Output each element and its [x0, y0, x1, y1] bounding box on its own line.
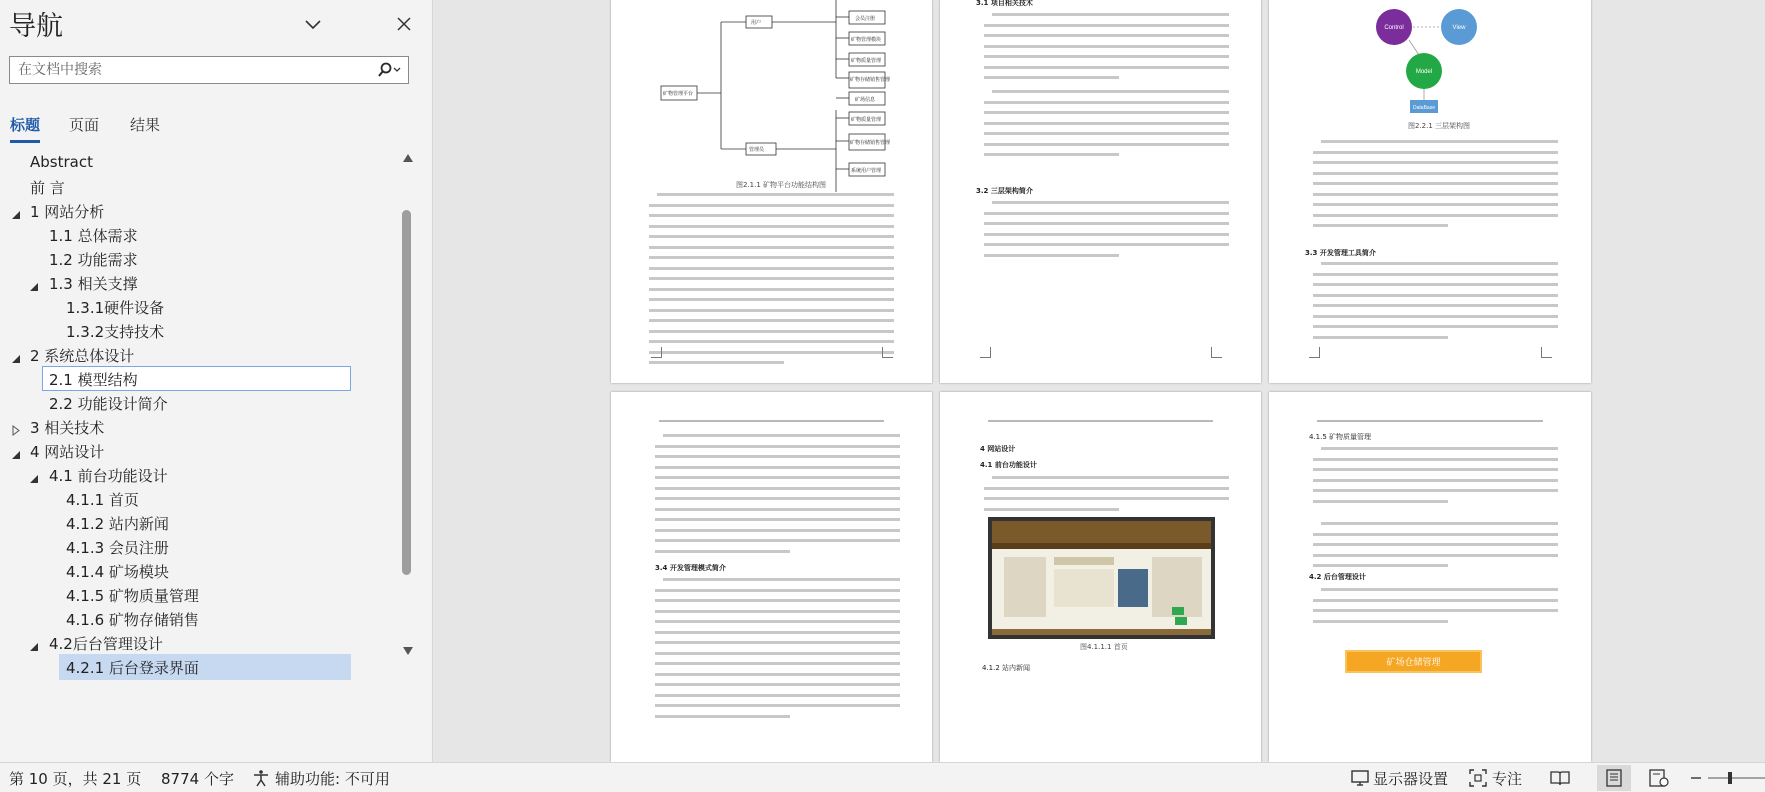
- mvc-node-label: DataBase: [1413, 105, 1435, 111]
- display-settings-label: 显示器设置: [1373, 769, 1449, 788]
- document-page[interactable]: [940, 392, 1261, 762]
- page-count[interactable]: 第 10 页，共 21 页: [9, 770, 142, 788]
- minus-icon: [1690, 769, 1702, 787]
- nav-heading-item[interactable]: [0, 486, 398, 512]
- navigation-pane: [0, 0, 433, 762]
- nav-heading-item[interactable]: [0, 654, 398, 680]
- text-line-placeholder: [649, 277, 894, 280]
- page-header-line: [988, 420, 1213, 422]
- text-line-placeholder: [1313, 599, 1558, 602]
- text-line-placeholder: [992, 476, 1229, 479]
- text-line-placeholder: [1313, 161, 1558, 164]
- text-line-placeholder: [1313, 620, 1448, 623]
- nav-heading-item[interactable]: [0, 342, 398, 368]
- display-settings-button[interactable]: [1351, 768, 1448, 788]
- text-line-placeholder: [649, 256, 894, 259]
- nav-heading-label: 前 言: [30, 179, 65, 197]
- text-line-placeholder: [1313, 489, 1558, 492]
- nav-heading-item[interactable]: [0, 390, 398, 416]
- nav-heading-item[interactable]: [0, 294, 398, 320]
- text-line-placeholder: [655, 599, 900, 602]
- text-line-placeholder: [984, 45, 1229, 48]
- mvc-node-label: Control: [1384, 25, 1404, 31]
- text-line-placeholder: [649, 204, 894, 207]
- crop-mark: [1309, 347, 1320, 358]
- nav-heading-item[interactable]: [0, 174, 398, 200]
- text-line-placeholder: [655, 487, 900, 490]
- text-line-placeholder: [1313, 273, 1558, 276]
- text-line-placeholder: [1313, 609, 1558, 612]
- nav-heading-label: 4 网站设计: [30, 443, 105, 461]
- nav-heading-label: 4.1.4 矿场模块: [66, 563, 169, 581]
- mvc-node-label: Model: [1415, 69, 1433, 75]
- text-line-placeholder: [649, 361, 784, 364]
- homepage-screenshot-image: [940, 517, 1261, 652]
- crop-mark: [651, 347, 662, 358]
- text-line-placeholder: [1313, 479, 1558, 482]
- text-line-placeholder: [655, 455, 900, 458]
- text-line-placeholder: [1313, 203, 1558, 206]
- text-line-placeholder: [984, 143, 1229, 146]
- text-line-placeholder: [655, 476, 900, 479]
- text-line-placeholder: [1321, 262, 1558, 265]
- text-line-placeholder: [655, 683, 900, 686]
- expanded-triangle-icon[interactable]: [10, 445, 22, 457]
- warehouse-management-button-image: 矿场仓储管理: [1345, 650, 1482, 673]
- nav-heading-label: 4.1.1 首页: [66, 491, 139, 509]
- text-line-placeholder: [992, 201, 1229, 204]
- text-line-placeholder: [655, 715, 790, 718]
- text-line-placeholder: [1313, 182, 1558, 185]
- text-line-placeholder: [984, 76, 1119, 79]
- figure-caption: 图4.1.1.1 首页: [1080, 643, 1128, 651]
- word-count[interactable]: 8774 个字: [161, 770, 234, 788]
- text-line-placeholder: [1321, 588, 1558, 591]
- text-line-placeholder: [984, 111, 1229, 114]
- document-area[interactable]: [433, 0, 1765, 762]
- zoom-slider[interactable]: [1708, 768, 1765, 788]
- diagram-node-label: 用户: [751, 20, 762, 26]
- diagram-node-label: 矿物质量管理: [851, 58, 882, 64]
- text-line-placeholder: [984, 497, 1229, 500]
- crop-mark: [1541, 347, 1552, 358]
- text-line-placeholder: [984, 153, 1119, 156]
- nav-heading-label: 3 相关技术: [30, 419, 105, 437]
- crop-mark: [882, 347, 893, 358]
- text-line-placeholder: [655, 620, 900, 623]
- read-mode-button[interactable]: [1550, 768, 1570, 788]
- text-line-placeholder: [649, 351, 894, 354]
- section-heading: 3.1 项目相关技术: [976, 0, 1033, 7]
- text-line-placeholder: [657, 193, 894, 196]
- function-structure-diagram: [611, 0, 932, 383]
- nav-heading-item[interactable]: [0, 318, 398, 344]
- web-layout-icon: [1649, 769, 1669, 787]
- text-line-placeholder: [984, 233, 1229, 236]
- text-line-placeholder: [984, 243, 1229, 246]
- figure-caption: 图2.2.1 三层架构图: [1408, 122, 1471, 130]
- text-line-placeholder: [649, 246, 894, 249]
- web-layout-button[interactable]: [1649, 768, 1669, 788]
- text-line-placeholder: [1313, 315, 1558, 318]
- text-line-placeholder: [1313, 304, 1558, 307]
- document-page[interactable]: [940, 0, 1261, 383]
- document-page[interactable]: [1269, 0, 1591, 383]
- text-line-placeholder: [1313, 283, 1558, 286]
- text-line-placeholder: [1313, 564, 1448, 567]
- text-line-placeholder: [1313, 325, 1558, 328]
- accessibility-status[interactable]: [252, 768, 390, 788]
- text-line-placeholder: [1313, 554, 1558, 557]
- text-line-placeholder: [655, 662, 900, 665]
- nav-heading-item[interactable]: [0, 366, 398, 392]
- text-line-placeholder: [1313, 533, 1558, 536]
- text-line-placeholder: [984, 101, 1229, 104]
- text-line-placeholder: [655, 631, 900, 634]
- nav-heading-label: 1.1 总体需求: [49, 227, 138, 245]
- nav-heading-label: 1.2 功能需求: [49, 251, 138, 269]
- nav-heading-label: 4.1.2 站内新闻: [66, 515, 169, 533]
- text-line-placeholder: [1313, 172, 1558, 175]
- section-heading: 4.1.5 矿物质量管理: [1309, 433, 1372, 441]
- nav-heading-item[interactable]: [0, 198, 398, 224]
- diagram-node-label: 矿物存储销售管理: [850, 77, 891, 83]
- text-line-placeholder: [649, 340, 894, 343]
- text-line-placeholder: [1313, 224, 1448, 227]
- nav-options-chevron-icon[interactable]: [299, 10, 327, 38]
- zoom-out-button[interactable]: [1690, 768, 1702, 788]
- text-line-placeholder: [655, 518, 900, 521]
- nav-heading-label: 4.1.6 矿物存储销售: [66, 611, 199, 629]
- section-heading: 4.1 前台功能设计: [980, 461, 1037, 469]
- diagram-node-label: 系统用户管理: [851, 168, 882, 174]
- text-line-placeholder: [1321, 447, 1558, 450]
- section-heading: 4.2 后台管理设计: [1309, 573, 1366, 581]
- text-line-placeholder: [984, 122, 1229, 125]
- nav-heading-item[interactable]: [0, 222, 398, 248]
- section-heading: 3.3 开发管理工具简介: [1305, 249, 1376, 257]
- nav-heading-item[interactable]: [0, 606, 398, 632]
- nav-heading-label: 2.1 模型结构: [49, 371, 138, 389]
- focus-label: 专注: [1492, 769, 1523, 788]
- text-line-placeholder: [1321, 522, 1558, 525]
- tab-pages[interactable]: 页面: [69, 116, 100, 134]
- text-line-placeholder: [655, 466, 900, 469]
- text-line-placeholder: [655, 694, 900, 697]
- focus-button[interactable]: [1469, 768, 1522, 788]
- text-line-placeholder: [663, 578, 900, 581]
- text-line-placeholder: [663, 434, 900, 437]
- nav-heading-item[interactable]: [0, 630, 398, 656]
- print-layout-button[interactable]: [1597, 765, 1631, 791]
- status-bar: [0, 762, 1765, 792]
- expanded-triangle-icon[interactable]: [28, 469, 40, 481]
- nav-heading-label: 1.3 相关支撑: [49, 275, 138, 293]
- tab-headings[interactable]: 标题: [10, 116, 41, 134]
- zoom-slider-track: [1708, 769, 1765, 787]
- tab-results[interactable]: 结果: [130, 116, 161, 134]
- nav-heading-label: 1.3.1硬件设备: [66, 299, 165, 317]
- accessibility-icon: [252, 769, 270, 787]
- text-line-placeholder: [1313, 500, 1448, 503]
- text-line-placeholder: [984, 66, 1229, 69]
- text-line-placeholder: [984, 487, 1229, 490]
- document-page[interactable]: [611, 0, 932, 383]
- text-line-placeholder: [655, 539, 900, 542]
- nav-heading-label: 4.1.5 矿物质量管理: [66, 587, 199, 605]
- text-line-placeholder: [984, 508, 1119, 511]
- text-line-placeholder: [1313, 193, 1558, 196]
- diagram-node-label: 管理员: [749, 147, 765, 153]
- collapsed-triangle-icon[interactable]: [10, 421, 22, 433]
- expanded-triangle-icon[interactable]: [28, 637, 40, 649]
- nav-heading-label: 4.1 前台功能设计: [49, 467, 168, 485]
- section-heading: 4.1.2 站内新闻: [982, 664, 1031, 672]
- expanded-triangle-icon[interactable]: [10, 205, 22, 217]
- page-header-line: [659, 420, 884, 422]
- nav-heading-item[interactable]: [0, 246, 398, 272]
- text-line-placeholder: [992, 90, 1229, 93]
- text-line-placeholder: [649, 214, 894, 217]
- diagram-node-label: 矿场信息: [855, 97, 876, 103]
- nav-heading-label: 1 网站分析: [30, 203, 105, 221]
- text-line-placeholder: [984, 222, 1229, 225]
- mvc-diagram: [1269, 0, 1591, 125]
- text-line-placeholder: [655, 641, 900, 644]
- mvc-node-label: View: [1452, 25, 1466, 31]
- heading-tree: [0, 150, 398, 755]
- figure-caption: 图2.1.1 矿物平台功能结构图: [736, 181, 827, 189]
- nav-heading-label: 4.2后台管理设计: [49, 635, 163, 653]
- text-line-placeholder: [984, 55, 1229, 58]
- text-line-placeholder: [649, 309, 894, 312]
- text-line-placeholder: [992, 13, 1229, 16]
- read-mode-icon: [1550, 769, 1570, 787]
- diagram-node-label: 矿物管理模块: [851, 37, 882, 43]
- accessibility-label: 辅助功能: 不可用: [275, 769, 390, 788]
- text-line-placeholder: [649, 298, 894, 301]
- nav-heading-label: 4.1.3 会员注册: [66, 539, 169, 557]
- nav-title: 导航: [9, 11, 63, 42]
- section-heading: 4 网站设计: [980, 445, 1016, 453]
- text-line-placeholder: [1321, 140, 1558, 143]
- search-box: [9, 56, 409, 84]
- nav-heading-item[interactable]: [0, 438, 398, 464]
- text-line-placeholder: [655, 704, 900, 707]
- text-line-placeholder: [984, 132, 1229, 135]
- text-line-placeholder: [1313, 458, 1558, 461]
- section-heading: 3.2 三层架构简介: [976, 187, 1033, 195]
- diagram-node-label: 矿物管理平台: [663, 91, 694, 97]
- nav-heading-item[interactable]: [0, 510, 398, 536]
- text-line-placeholder: [649, 267, 894, 270]
- text-line-placeholder: [655, 673, 900, 676]
- nav-heading-label: Abstract: [30, 153, 93, 171]
- text-line-placeholder: [1313, 151, 1558, 154]
- text-line-placeholder: [984, 24, 1229, 27]
- nav-heading-label: 1.3.2支持技术: [66, 323, 165, 341]
- document-page[interactable]: [611, 392, 932, 762]
- expanded-triangle-icon[interactable]: [28, 277, 40, 289]
- nav-heading-item[interactable]: [0, 414, 398, 440]
- text-line-placeholder: [984, 34, 1229, 37]
- nav-heading-label: 4.2.1 后台登录界面: [66, 659, 199, 677]
- nav-heading-item[interactable]: [0, 150, 398, 176]
- text-line-placeholder: [649, 319, 894, 322]
- text-line-placeholder: [655, 610, 900, 613]
- section-heading: 3.4 开发管理模式简介: [655, 564, 726, 572]
- nav-scrollbar-thumb[interactable]: [402, 210, 411, 575]
- text-line-placeholder: [655, 445, 900, 448]
- text-line-placeholder: [1313, 468, 1558, 471]
- print-layout-icon: [1606, 769, 1622, 787]
- text-line-placeholder: [1313, 294, 1558, 297]
- nav-heading-label: 2 系统总体设计: [30, 347, 135, 365]
- nav-heading-item[interactable]: [0, 270, 398, 296]
- text-line-placeholder: [655, 529, 900, 532]
- search-icon[interactable]: [374, 59, 406, 81]
- page-header-line: [1317, 420, 1543, 422]
- search-input[interactable]: [10, 57, 386, 83]
- monitor-icon: [1351, 769, 1369, 787]
- text-line-placeholder: [649, 235, 894, 238]
- text-line-placeholder: [1313, 543, 1558, 546]
- focus-icon: [1469, 769, 1487, 787]
- text-line-placeholder: [655, 589, 900, 592]
- close-icon[interactable]: [390, 10, 418, 38]
- nav-heading-item[interactable]: [0, 534, 398, 560]
- document-page[interactable]: [1269, 392, 1591, 762]
- text-line-placeholder: [655, 497, 900, 500]
- text-line-placeholder: [655, 550, 790, 553]
- text-line-placeholder: [1313, 336, 1448, 339]
- text-line-placeholder: [649, 225, 894, 228]
- text-line-placeholder: [649, 330, 894, 333]
- diagram-node-label: 矿物存储销售管理: [850, 140, 891, 146]
- text-line-placeholder: [984, 212, 1229, 215]
- text-line-placeholder: [655, 652, 900, 655]
- crop-mark: [1211, 347, 1222, 358]
- crop-mark: [980, 347, 991, 358]
- text-line-placeholder: [1313, 214, 1558, 217]
- nav-heading-label: 2.2 功能设计简介: [49, 395, 168, 413]
- text-line-placeholder: [655, 508, 900, 511]
- diagram-node-label: 会员注册: [855, 16, 876, 22]
- nav-heading-item[interactable]: [0, 462, 398, 488]
- nav-heading-item[interactable]: [0, 582, 398, 608]
- text-line-placeholder: [984, 254, 1119, 257]
- text-line-placeholder: [649, 288, 894, 291]
- diagram-node-label: 矿物质量管理: [851, 117, 882, 123]
- nav-heading-item[interactable]: [0, 558, 398, 584]
- expanded-triangle-icon[interactable]: [10, 349, 22, 361]
